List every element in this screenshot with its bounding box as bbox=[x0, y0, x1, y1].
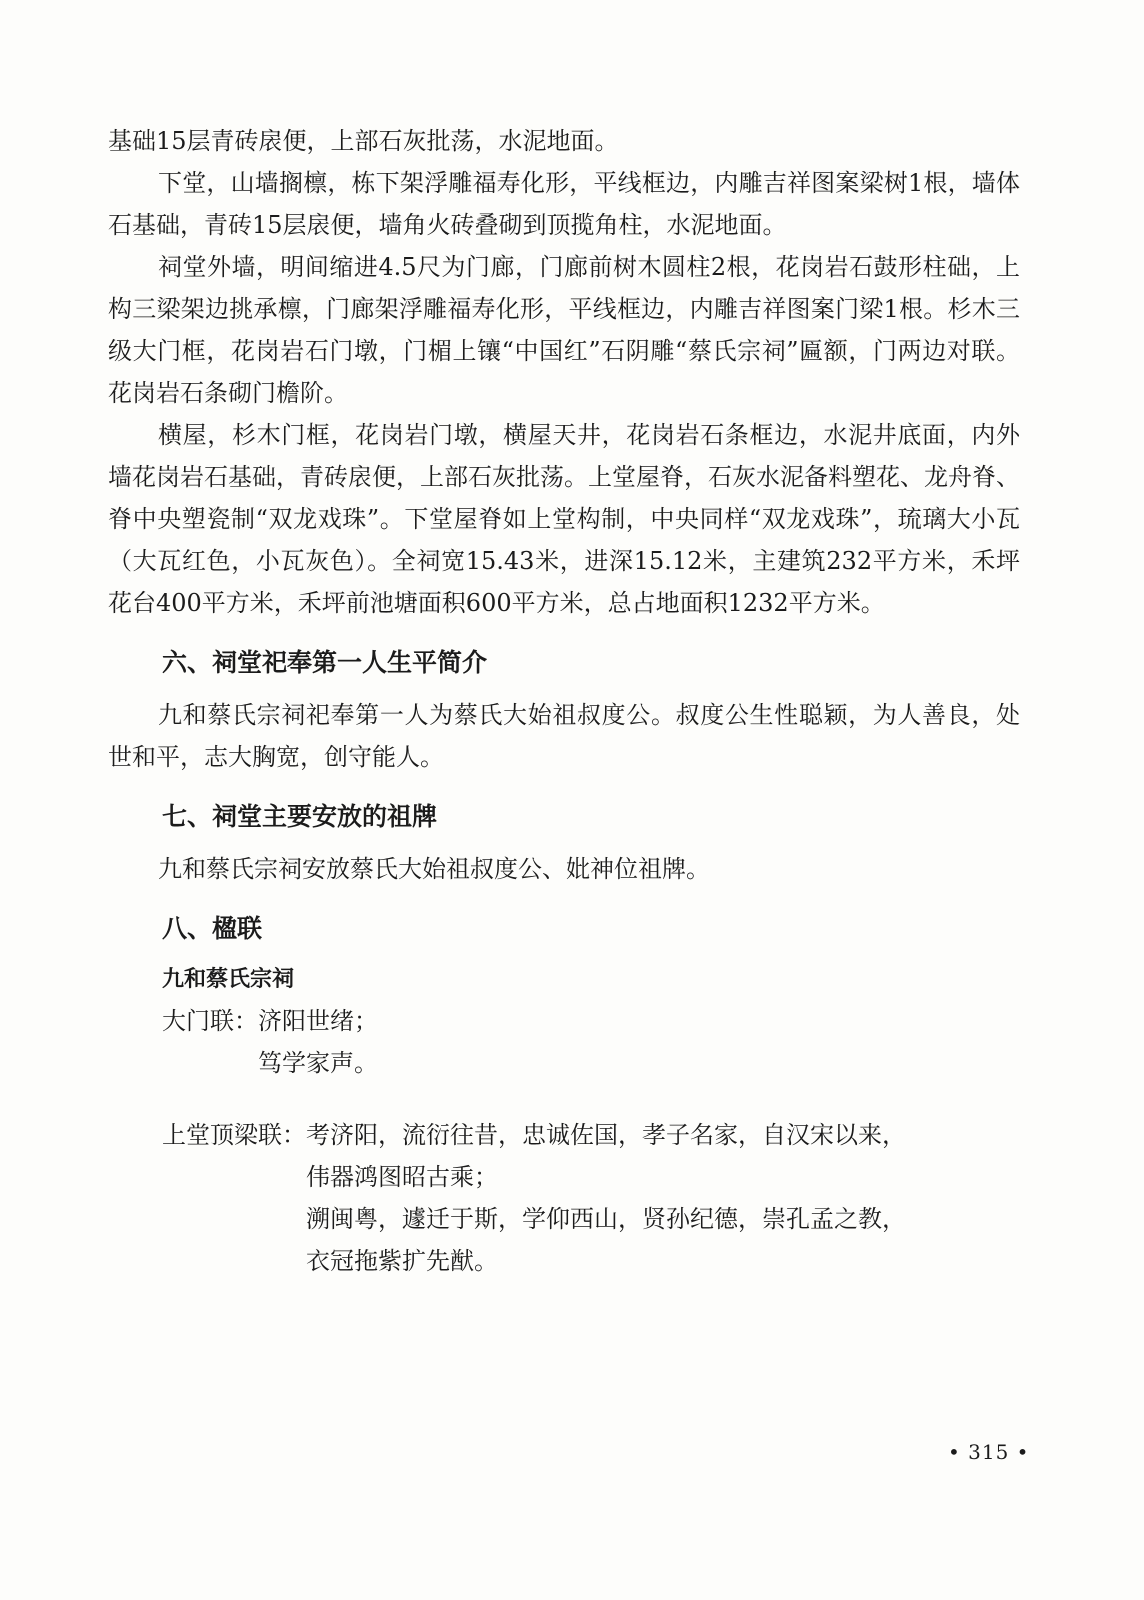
paragraph-lower-hall: 下堂，山墙搁檩，栋下架浮雕福寿化形，平线框边，内雕吉祥图案梁树1根，墙体石基础，青砖15层扆便，墙角火砖叠砌到顶揽角柱，水泥地面。 bbox=[108, 169, 1020, 239]
section-heading-8: 八、楹联 bbox=[162, 914, 263, 943]
beam-couplet bbox=[108, 1114, 1020, 1282]
gate-couplet-line: 笃学家声。 bbox=[258, 1049, 378, 1077]
beam-couplet-line: 伟器鸿图昭古乘； bbox=[306, 1163, 498, 1191]
section-heading-7: 七、祠堂主要安放的祖牌 bbox=[162, 802, 438, 831]
beam-couplet-line: 考济阳，流衍往昔，忠诚佐国，孝子名家，自汉宋以来， bbox=[306, 1121, 906, 1149]
gate-couplet-label: 大门联： bbox=[162, 1007, 258, 1035]
subheading-ancestral-hall: 九和蔡氏宗祠 bbox=[162, 967, 295, 992]
page-number: • 315 • bbox=[948, 1440, 1030, 1464]
paragraph-foundation: 基础15层青砖扆便，上部石灰批荡，水泥地面。 bbox=[108, 127, 619, 155]
paragraph-ancestor-bio: 九和蔡氏宗祠祀奉第一人为蔡氏大始祖叔度公。叔度公生性聪颖，为人善良，处世和平，志大胸宽，创守能人。 bbox=[108, 701, 1020, 771]
page-body bbox=[108, 120, 1020, 1282]
section-heading-6: 六、祠堂祀奉第一人生平简介 bbox=[162, 648, 488, 677]
paragraph-side-house: 横屋，杉木门框，花岗岩门墩，横屋天井，花岗岩石条框边，水泥井底面，内外墙花岗岩石基础，青砖扆便，上部石灰批荡。上堂屋脊，石灰水泥备料塑花、龙舟脊、脊中央塑瓷制“双龙戏珠”。下堂屋脊如上堂构制，中央同样“双龙戏珠”，琉璃大小瓦（大瓦红色，小瓦灰色）。全祠宽15.43米，进深15.12米，主建筑232平方米，禾坪花台400平方米，禾坪前池塘面积600平方米，总占地面积1232平方米。 bbox=[108, 421, 1020, 617]
gate-couplet bbox=[108, 1000, 1020, 1084]
gate-couplet-line: 济阳世绪； bbox=[258, 1007, 378, 1035]
paragraph-outer-wall: 祠堂外墙，明间缩进4.5尺为门廊，门廊前树木圆柱2根，花岗岩石鼓形柱础，上构三梁架边挑承檩，门廊架浮雕福寿化形，平线框边，内雕吉祥图案门梁1根。杉木三级大门框，花岗岩石门墩，门楣上镶“中国红”石阴雕“蔡氏宗祠”匾额，门两边对联。花岗岩石条砌门檐阶。 bbox=[108, 253, 1020, 407]
beam-couplet-line: 衣冠拖紫扩先猷。 bbox=[306, 1247, 498, 1275]
beam-couplet-line: 溯闽粤，遽迁于斯，学仰西山，贤孙纪德，崇孔孟之教， bbox=[306, 1205, 906, 1233]
beam-couplet-label: 上堂顶梁联： bbox=[162, 1121, 306, 1149]
paragraph-ancestral-tablet: 九和蔡氏宗祠安放蔡氏大始祖叔度公、妣神位祖牌。 bbox=[158, 855, 710, 883]
